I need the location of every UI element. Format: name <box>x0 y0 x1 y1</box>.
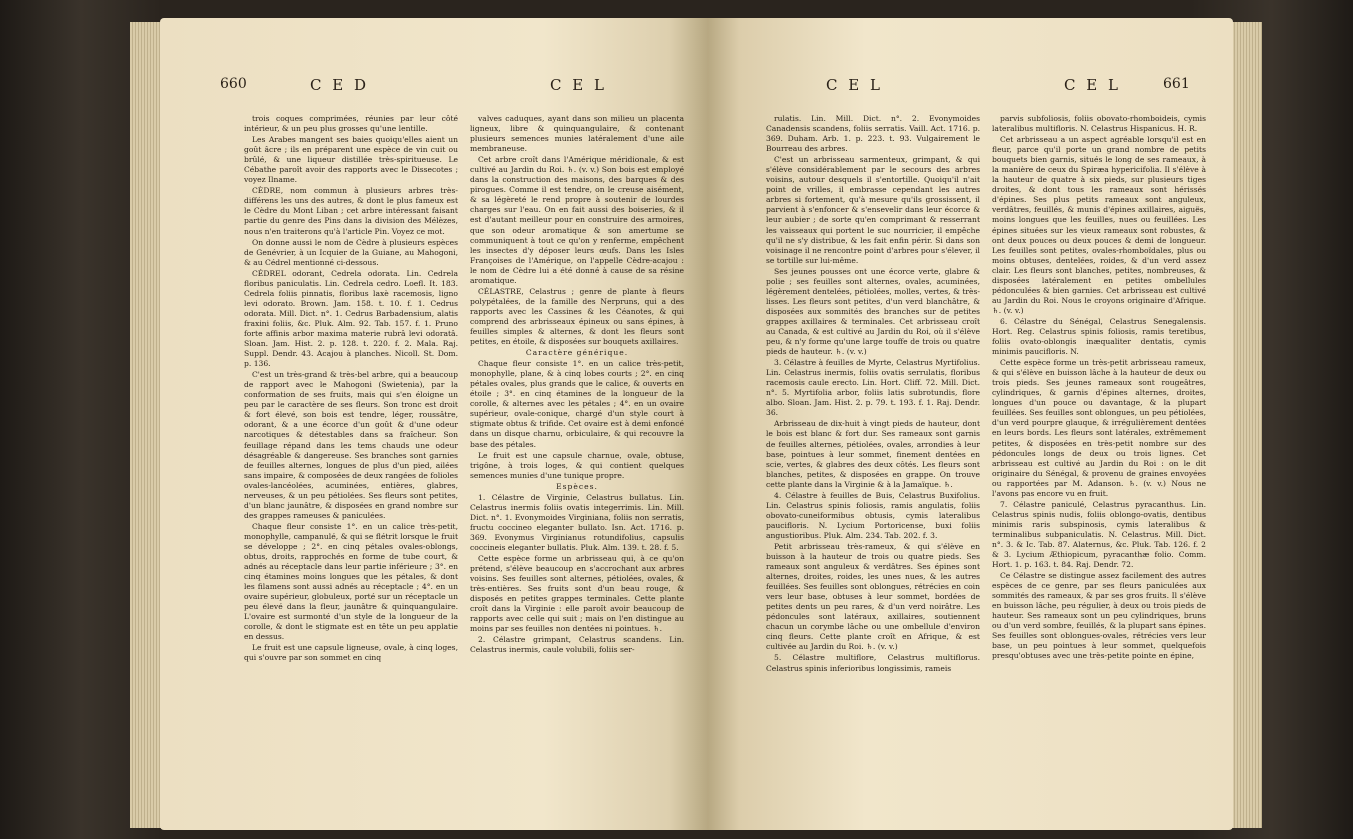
right-page <box>708 18 1233 830</box>
paragraph: Chaque fleur consiste 1°. en un calice très-petit, monophylle, plane, & à cinq lobes courts ; 2°. en cinq pétales ovales, plus grands que le calice, & ouverts en étoile ; 3°. en cinq étamines de la longueur de la corolle, & alternes avec les pétales ; 4°. en un ovaire supérieur, ovale-conique, chargé d'un style court à stigmate obtus & trifide. Cet ovaire est à demi enfoncé dans un disque charnu, orbiculaire, & qui recouvre la base des pétales. <box>470 359 684 449</box>
paragraph: Petit arbrisseau très-rameux, & qui s'élève en buisson à la hauteur de trois ou quatre pieds. Ses rameaux sont anguleux & verdâtres. Ses épines sont alternes, droites, roides, les unes nues, & les autres feuillées. Ses feuilles sont oblongues, rétrécies en coin vers leur base, obtuses à leur sommet, bordées de petites dents un peu rares, & d'un verd noirâtre. Les pédoncules sont latéraux, axillaires, soutiennent chacun un corymbe lâche ou une ombellule d'environ cinq fleurs. Cette plante croît en Afrique, & est cultivée au Jardin du Roi. ♄. (v. v.) <box>766 541 980 652</box>
running-head-left: C E D <box>310 76 369 94</box>
paragraph: 4. Célastre à feuilles de Buis, Celastrus Buxifolius. Lin. Celastrus spinis foliosis, ramis angulatis, foliis obovato-cuneiformibus obtusis, cymis lateralibus paucifloris. N. Lycium Portoricense, buxi foliis angustioribus. Pluk. Alm. 234. Tab. 202. f. 3. <box>766 490 980 540</box>
paragraph: valves caduques, ayant dans son milieu un placenta ligneux, libre & quinquangulaire, & contenant plusieurs semences munies latéralement d'une aile membraneuse. <box>470 114 684 154</box>
paragraph: CÈDRE, nom commun à plusieurs arbres très-différens les uns des autres, & dont le plus fameux est le Cèdre du Mont Liban ; cet arbre intéressant faisant partie du genre des Pins dans la division des Mélèzes, nous n'en traiterons qu'à l'article Pin. Voyez ce mot. <box>244 186 458 236</box>
page-number-right: 661 <box>1163 76 1190 92</box>
paragraph: 3. Célastre à feuilles de Myrte, Celastrus Myrtifolius. Lin. Celastrus inermis, foliis ovatis serrulatis, floribus racemosis caule erecto. Lin. Hort. Cliff. 72. Mill. Dict. n°. 5. Myrtifolia arbor, foliis latis subrotundis, flore albo. Sloan. Jam. Hist. 2. p. 79. t. 193. f. 1. Raj. Dendr. 36. <box>766 358 980 418</box>
paragraph: C'est un très-grand & très-bel arbre, qui a beaucoup de rapport avec le Mahogoni (Swietenia), par la conformation de ses fruits, mais qui s'en éloigne un peu par le caractère de ses fleurs. Son tronc est droit & fort élevé, son bois est tendre, léger, roussâtre, odorant, & a une écorce d'un goût & d'une odeur narcotiques & détestables dans sa fraîcheur. Son feuillage répand dans les tems chauds une odeur désagréable & dangereuse. Ses branches sont garnies de feuilles alternes, longues de plus d'un pied, ailées sans impaire, & composées de deux rangées de folioles ovales-lancéolées, acuminées, entières, glabres, nerveuses, & un peu pétiolées. Ses fleurs sont petites, d'un blanc jaunâtre, & disposées en grand nombre sur des grappes rameuses & paniculées. <box>244 370 458 520</box>
paragraph: 1. Célastre de Virginie, Celastrus bullatus. Lin. Celastrus inermis foliis ovatis integerrimis. Lin. Mill. Dict. n°. 1. Evonymoides Virginiana, foliis non serratis, fructu coccineo eleganter bullato. Isn. Act. 1716. p. 369. Evonymus Virginianus rotundifolius, capsulis coccineis eleganter bullatis. Pluk. Alm. 139. t. 28. f. 5. <box>470 492 684 552</box>
running-head-right: C E L <box>550 76 607 94</box>
paragraph: CÉDREL odorant, Cedrela odorata. Lin. Cedrela floribus paniculatis. Lin. Cedrela cedro. Loefl. It. 183. Cedrela foliis pinnatis, floribus laxè racemosis, ligno levi odorato. Brown. Jam. 158. t. 10. f. 1. Cedrus odorata. Mill. Dict. n°. 1. Cedrus Barbadensium, alatis fraxini foliis, &c. Pluk. Alm. 92. Tab. 157. f. 1. Pruno forte affinis arbor maxima materie rubrâ levi odoratâ. Sloan. Jam. Hist. 2. p. 128. t. 220. f. 2. Mala. Raj. Suppl. Dendr. 43. Acajou à planches. Nicoll. St. Dom. p. 136. <box>244 268 458 369</box>
paragraph: Le fruit est une capsule charnue, ovale, obtuse, trigône, à trois loges, & qui contient quelques semences munies d'une tunique propre. <box>470 450 684 480</box>
page-edges-left <box>130 22 162 828</box>
left-column-1 <box>244 114 458 665</box>
paragraph: parvis subfoliosis, foliis obovato-rhomboideis, cymis lateralibus multifloris. N. Celastrus Hispanicus. H. R. <box>992 114 1206 134</box>
paragraph: rulatis. Lin. Mill. Dict. n°. 2. Evonymoides Canadensis scandens, foliis serratis. Vaill. Act. 1716. p. 369. Duham. Arb. 1. p. 223. t. 93. Vulgairement le Bourreau des arbres. <box>766 114 980 154</box>
paragraph: CÉLASTRE, Celastrus ; genre de plante à fleurs polypétalées, de la famille des Nerpruns, qui a des rapports avec les Cassines & les Céanotes, & qui comprend des arbrisseaux épineux ou sans épines, à feuilles simples & alternes, & dont les fleurs sont petites, en étoile, & disposées sur bouquets axillaires. <box>470 286 684 347</box>
left-page-header <box>160 76 708 106</box>
paragraph: 5. Célastre multiflore, Celastrus multiflorus. Celastrus spinis inferioribus longissimis, rameis <box>766 653 980 673</box>
paragraph: Cette espèce forme un très-petit arbrisseau rameux, & qui s'élève en buisson lâche à la hauteur de deux ou trois pieds. Ses jeunes rameaux sont rougeâtres, cylindriques, & garnis d'épines alternes, droites, longues d'un pouce ou davantage, & la plupart feuillées. Ses feuilles sont oblongues, un peu pétiolées, d'un verd pourpre glauque, & irrégulièrement dentées en leurs bords. Les fleurs sont latérales, extrêmement petites, & disposées en très-petit nombre sur des pédoncules longs de deux ou trois lignes. Cet arbrisseau est cultivé au Jardin du Roi : on le dit originaire du Sénégal, & provenu de graines envoyées ou rapportées par M. Adanson. ♄. (v. v.) Nous ne l'avons pas encore vu en fruit. <box>992 358 1206 498</box>
paragraph: Cet arbre croît dans l'Amérique méridionale, & est cultivé au Jardin du Roi. ♄. (v. v.) Son bois est employé dans la construction des maisons, des barques & des pirogues. Comme il est tendre, on le creuse aisément, & sa légèreté le rend propre à soutenir de lourdes charges sur l'eau. On en fait aussi des boiseries, & il est d'autant meilleur pour en construire des armoires, que son odeur aromatique & son amertume se communiquent à tout ce qu'on y renferme, empêchent les insectes d'y déposer leurs œufs. Dans les Isles Françoises de l'Amérique, on l'appelle Cèdre-acajou : le nom de Cèdre lui a été donné à cause de sa résine aromatique. <box>470 155 684 285</box>
right-page-header <box>708 76 1233 106</box>
paragraph: Ce Célastre se distingue assez facilement des autres espèces de ce genre, par ses fleurs paniculées aux sommités des rameaux, & par ses gros fruits. Il s'élève en buisson lâche, peu régulier, à deux ou trois pieds de hauteur. Ses rameaux sont un peu cylindriques, bruns ou d'un verd sombre, feuillés, & la plupart sans épines. Ses feuilles sont oblongues-ovales, rétrécies vers leur base, un peu pointues à leur sommet, quelquefois presqu'obtuses avec une très-petite pointe en épine, <box>992 571 1206 661</box>
paragraph: C'est un arbrisseau sarmenteux, grimpant, & qui s'élève considérablement par le secours des arbres voisins, autour desquels il s'entortille. Quoiqu'il n'ait point de vrilles, il embrasse cependant les autres arbres si fortement, qu'à mesure qu'ils grossissent, il parvient à s'enfoncer & s'ensevelir dans leur écorce & leur aubier ; de sorte qu'en comprimant & resserrant les vaisseaux qui portent le suc nourricier, il empêche qu'il ne s'y distribue, & les fait enfin périr. Si dans son voisinage il ne rencontre point d'arbres pour s'élever, il se tortille sur lui-même. <box>766 155 980 265</box>
paragraph: On donne aussi le nom de Cèdre à plusieurs espèces de Genévrier, à un Icquier de la Guiane, au Mahogoni, & au Cédrel mentionné ci-dessous. <box>244 237 458 267</box>
page-number-left: 660 <box>220 76 247 92</box>
paragraph: Cette espèce forme un arbrisseau qui, à ce qu'on prétend, s'élève beaucoup en s'accrochant aux arbres voisins. Ses feuilles sont alternes, pétiolées, ovales, & très-entières. Ses fruits sont d'un beau rouge, & disposés en petites grappes terminales. Cette plante croît dans la Virginie : elle paroît avoir beaucoup de rapports avec celle qui suit ; mais on l'en distingue au moins par ses feuilles non dentées ni pointues. ♄. <box>470 554 684 634</box>
right-column-2 <box>992 114 1206 663</box>
paragraph: trois coques comprimées, réunies par leur côté intérieur, & un peu plus grosses qu'une lentille. <box>244 114 458 134</box>
running-head-left: C E L <box>826 76 883 94</box>
left-page <box>160 18 708 830</box>
paragraph: Caractère générique. <box>525 348 629 358</box>
paragraph: Espèces. <box>556 481 598 491</box>
paragraph: Ses jeunes pousses ont une écorce verte, glabre & polie ; ses feuilles sont alternes, ovales, acuminées, légèrement dentelées, pétiolées, molles, vertes, & très-lisses. Les fleurs sont petites, d'un verd blanchâtre, & disposées aux sommités des branches sur de petites grappes axillaires & terminales. Cet arbrisseau croît au Canada, & est cultivé au Jardin du Roi, où il s'élève peu, & n'y forme qu'une large touffe de trois ou quatre pieds de hauteur. ♄. (v. v.) <box>766 266 980 357</box>
left-column-2 <box>470 114 684 656</box>
paragraph: Le fruit est une capsule ligneuse, ovale, à cinq loges, qui s'ouvre par son sommet en cinq <box>244 643 458 663</box>
paragraph: Les Arabes mangent ses baies quoiqu'elles aient un goût âcre ; ils en préparent une espèce de vin cuit ou brûlé, & une liqueur distillée très-spiritueuse. Le Cébathe paroît avoir des rapports avec le Dissecotes ; voyez Ilname. <box>244 135 458 185</box>
running-head-right: C E L <box>1064 76 1121 94</box>
paragraph: Chaque fleur consiste 1°. en un calice très-petit, monophylle, campanulé, & qui se flétrit lorsque le fruit se développe ; 2°. en cinq pétales ovales-oblongs, obtus, droits, rapprochés en forme de tube court, & adnés au réceptacle dans leur partie inférieure ; 3°. en cinq étamines moins longues que les pétales, & dont les filamens sont aussi adnés au réceptacle ; 4°. en un ovaire supérieur, globuleux, porté sur un réceptacle un peu élevé dans la fleur, jaunâtre & quinquangulaire. L'ovaire est surmonté d'un style de la longueur de la corolle, & dont le stigmate est en tête un peu applatie en dessus. <box>244 521 458 642</box>
paragraph: Cet arbrisseau a un aspect agréable lorsqu'il est en fleur, parce qu'il porte un grand nombre de petits bouquets bien garnis, situés le long de ses rameaux, à la manière de ceux du Spiræa hypericifolia. Il s'élève à la hauteur de quatre à six pieds, sur plusieurs tiges droites, & dont tous les rameaux sont hérissés d'épines. Ses plus petits rameaux sont anguleux, verdâtres, feuillés, & munis d'épines axillaires, aiguës, moins longues que les feuilles, nues ou feuillées. Les épines situées sur les vieux rameaux sont robustes, & ont deux pouces ou deux pouces & demi de longueur. Les feuilles sont petites, ovales-rhomboïdales, plus ou moins obtuses, dentelées, roides, & d'un verd assez clair. Les fleurs sont blanches, petites, nombreuses, & disposées latéralement en petites ombellules pédonculées & bien garnies. Cet arbrisseau est cultivé au Jardin du Roi. Nous le croyons originaire d'Afrique. ♄. (v. v.) <box>992 135 1206 315</box>
paragraph: 6. Célastre du Sénégal, Celastrus Senegalensis. Hort. Reg. Celastrus spinis foliosis, ramis teretibus, foliis ovato-oblongis inæqualiter dentatis, cymis minimis paucifloris. N. <box>992 316 1206 357</box>
right-column-1 <box>766 114 980 675</box>
paragraph: Arbrisseau de dix-huit à vingt pieds de hauteur, dont le bois est blanc & fort dur. Ses rameaux sont garnis de feuilles alternes, pétiolées, ovales, arrondies à leur base, pointues à leur sommet, finement dentées en scie, vertes, & glabres des deux côtés. Les fleurs sont blanches, petites, & disposées en grappe. On trouve cette plante dans la Virginie & à la Jamaïque. ♄. <box>766 419 980 489</box>
page-edges-right <box>1232 22 1262 828</box>
paragraph: 2. Célastre grimpant, Celastrus scandens. Lin. Celastrus inermis, caule volubili, foliis ser- <box>470 635 684 655</box>
paragraph: 7. Célastre paniculé, Celastrus pyracanthus. Lin. Celastrus spinis nudis, foliis oblongo-ovatis, dentibus minimis raris subspinosis, cymis lateralibus & terminalibus subpaniculatis. N. Celastrus. Mill. Dict. n°. 3. & Ic. Tab. 87. Alaternus, &c. Pluk. Tab. 126. f. 2 & 3. Lycium Æthiopicum, pyracanthæ folio. Comm. Hort. 1. p. 163. t. 84. Raj. Dendr. 72. <box>992 499 1206 570</box>
